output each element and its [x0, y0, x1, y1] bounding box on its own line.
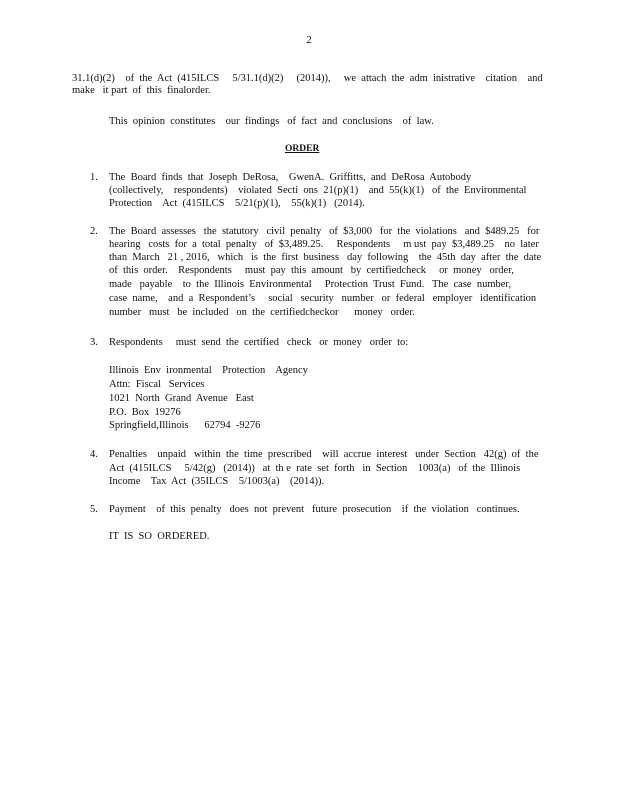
address-line-2: Attn: Fiscal Services: [109, 379, 205, 390]
item-number-3: 3.: [90, 337, 98, 348]
item-number-5: 5.: [90, 504, 98, 515]
item-2-line-1: The Board assesses the statutory civil penalty of $3,000 for the violations and $489.25 for: [109, 226, 540, 237]
intro-line-2: make it part of this finalorder.: [72, 85, 211, 96]
address-line-3: 1021 North Grand Avenue East: [109, 393, 254, 404]
item-2-line-2: hearing costs for a total penalty of $3,489.25. Respondents m ust pay $3,489.25 no later: [109, 239, 539, 250]
item-5-line-1: Payment of this penalty does not prevent future prosecution if the violation continues.: [109, 504, 520, 515]
item-number-1: 1.: [90, 172, 98, 183]
item-4-line-1: Penalties unpaid within the time prescribed will accrue interest under Section 42(g) of the: [109, 449, 539, 460]
address-line-5: Springfield,Illinois 62794 -9276: [109, 420, 261, 431]
item-2-line-5: made payable to the Illinois Environmental Protection Trust Fund. The case number,: [109, 279, 512, 290]
item-4-line-3: Income Tax Act (35ILCS 5/1003(a) (2014)).: [109, 476, 325, 487]
item-2-line-4: of this order. Respondents must pay this amount by certifiedcheck or money order,: [109, 265, 514, 276]
item-1-line-1: The Board finds that Joseph DeRosa, GwenA. Griffitts, and DeRosa Autobody: [109, 172, 472, 183]
item-number-2: 2.: [90, 226, 98, 237]
item-4-line-2: Act (415ILCS 5/42(g) (2014)) at th e rate set forth in Section 1003(a) of the Illinois: [109, 463, 521, 474]
intro-line-1: 31.1(d)(2) of the Act (415ILCS 5/31.1(d)(2) (2014)), we attach the adm inistrative citation and: [72, 73, 543, 84]
item-1-line-3: Protection Act (415ILCS 5/21(p)(1), 55(k)(1) (2014).: [109, 198, 365, 209]
item-2-line-3: than March 21 , 2016, which is the first business day following the 45th day after the date: [109, 252, 542, 263]
order-heading: ORDER: [285, 144, 320, 154]
address-line-4: P.O. Box 19276: [109, 407, 181, 418]
item-1-line-2: (collectively, respondents) violated Secti ons 21(p)(1) and 55(k)(1) of the Environmental: [109, 185, 527, 196]
opinion-statement: This opinion constitutes our findings of fact and conclusions of law.: [109, 116, 434, 127]
page-number: 2: [306, 34, 312, 46]
item-3-line-1: Respondents must send the certified check or money order to:: [109, 337, 409, 348]
address-line-1: Illinois Env ironmental Protection Agency: [109, 365, 308, 376]
item-2-line-7: number must be included on the certifiedcheckor money order.: [109, 307, 415, 318]
closing-statement: IT IS SO ORDERED.: [109, 531, 210, 542]
item-number-4: 4.: [90, 449, 98, 460]
item-2-line-6: case name, and a Respondent’s social security number or federal employer identification: [109, 293, 537, 304]
